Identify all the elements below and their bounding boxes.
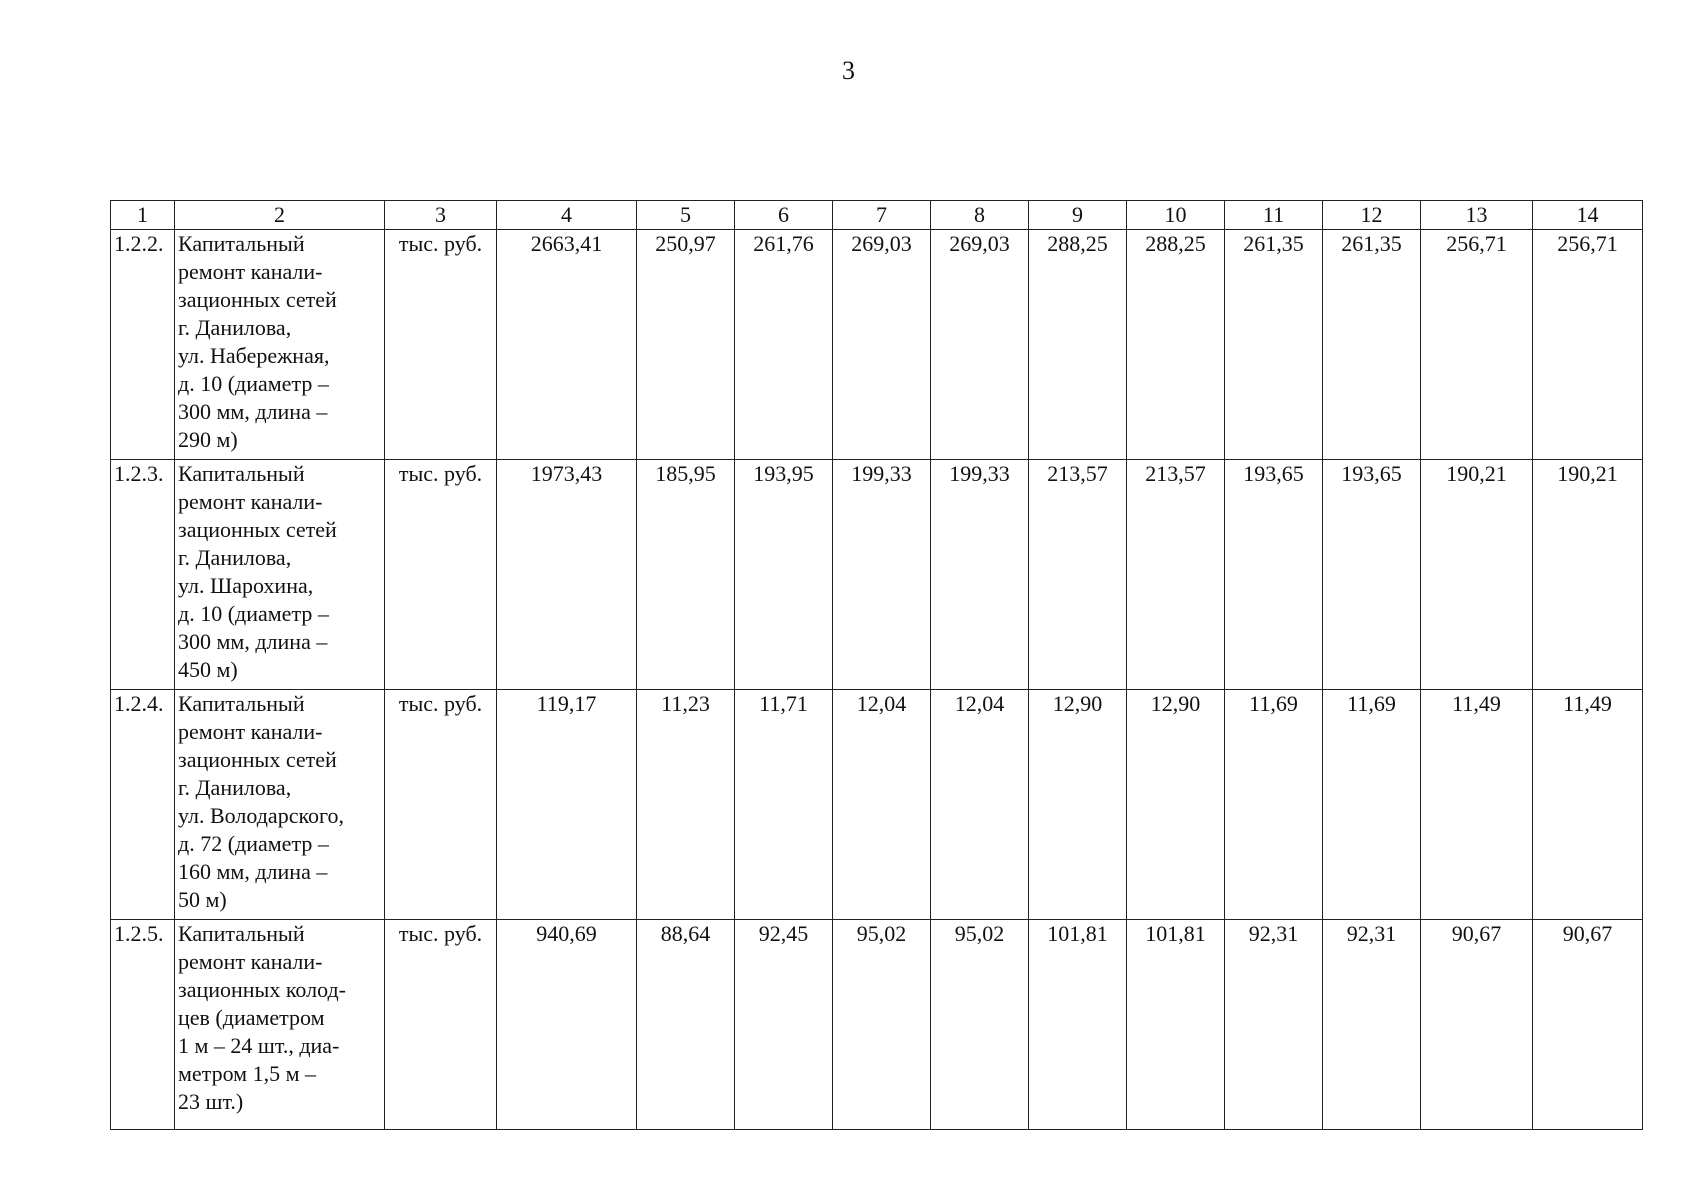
- row-value: 190,21: [1533, 460, 1643, 690]
- row-name: [175, 460, 385, 690]
- row-value: 12,90: [1127, 690, 1225, 920]
- row-unit: тыс. руб.: [385, 920, 497, 1130]
- column-header: 10: [1127, 201, 1225, 230]
- column-header: 9: [1029, 201, 1127, 230]
- row-value: 199,33: [833, 460, 931, 690]
- column-header: 8: [931, 201, 1029, 230]
- row-name-line: Капитальный: [178, 231, 305, 256]
- row-name: [175, 920, 385, 1130]
- column-header: 3: [385, 201, 497, 230]
- row-value: 119,17: [497, 690, 637, 920]
- row-value: 288,25: [1127, 230, 1225, 460]
- row-value: 95,02: [833, 920, 931, 1130]
- row-name-line: ремонт канали-: [178, 719, 323, 744]
- row-value: 2663,41: [497, 230, 637, 460]
- row-value: 256,71: [1421, 230, 1533, 460]
- row-name-line: зационных сетей: [178, 517, 337, 542]
- row-value: 288,25: [1029, 230, 1127, 460]
- row-name-line: зационных сетей: [178, 747, 337, 772]
- row-name-line: 160 мм, длина –: [178, 859, 328, 884]
- row-value: 90,67: [1533, 920, 1643, 1130]
- row-name-line: г. Данилова,: [178, 315, 292, 340]
- column-header: 11: [1225, 201, 1323, 230]
- row-name: [175, 690, 385, 920]
- row-value: 261,76: [735, 230, 833, 460]
- row-value: 11,49: [1421, 690, 1533, 920]
- row-value: 90,67: [1421, 920, 1533, 1130]
- table-row: [111, 460, 1643, 690]
- row-unit: тыс. руб.: [385, 460, 497, 690]
- row-value: 11,23: [637, 690, 735, 920]
- row-code: 1.2.5.: [111, 920, 175, 1130]
- row-value: 92,31: [1225, 920, 1323, 1130]
- row-unit: тыс. руб.: [385, 690, 497, 920]
- column-header: 4: [497, 201, 637, 230]
- row-value: 92,31: [1323, 920, 1421, 1130]
- row-value: 12,04: [833, 690, 931, 920]
- row-value: 11,69: [1323, 690, 1421, 920]
- budget-table: [110, 200, 1643, 1130]
- table-header-row: [111, 201, 1643, 230]
- row-name-line: Капитальный: [178, 461, 305, 486]
- column-header: 13: [1421, 201, 1533, 230]
- column-header: 14: [1533, 201, 1643, 230]
- row-value: 185,95: [637, 460, 735, 690]
- row-name-line: г. Данилова,: [178, 545, 292, 570]
- row-value: 190,21: [1421, 460, 1533, 690]
- row-value: 12,90: [1029, 690, 1127, 920]
- row-name-line: 1 м – 24 шт., диа-: [178, 1033, 340, 1058]
- row-value: 940,69: [497, 920, 637, 1130]
- row-code: 1.2.3.: [111, 460, 175, 690]
- column-header: 2: [175, 201, 385, 230]
- row-value: 261,35: [1225, 230, 1323, 460]
- row-name-line: ремонт канали-: [178, 259, 323, 284]
- row-name-line: ремонт канали-: [178, 489, 323, 514]
- row-value: 101,81: [1127, 920, 1225, 1130]
- column-header: 5: [637, 201, 735, 230]
- row-name-line: 450 м): [178, 657, 238, 682]
- row-value: 11,49: [1533, 690, 1643, 920]
- page-number: 3: [842, 56, 855, 85]
- row-value: 269,03: [833, 230, 931, 460]
- row-name-line: зационных колод-: [178, 977, 346, 1002]
- row-value: 213,57: [1127, 460, 1225, 690]
- row-value: 95,02: [931, 920, 1029, 1130]
- row-name-line: ул. Набережная,: [178, 343, 330, 368]
- row-value: 269,03: [931, 230, 1029, 460]
- row-value: 213,57: [1029, 460, 1127, 690]
- row-name-line: д. 72 (диаметр –: [178, 831, 329, 856]
- row-value: 193,95: [735, 460, 833, 690]
- row-name-line: д. 10 (диаметр –: [178, 601, 329, 626]
- row-value: 101,81: [1029, 920, 1127, 1130]
- row-code: 1.2.2.: [111, 230, 175, 460]
- row-name-line: метром 1,5 м –: [178, 1061, 316, 1086]
- row-name-line: 290 м): [178, 427, 238, 452]
- row-name-line: г. Данилова,: [178, 775, 292, 800]
- column-header: 1: [111, 201, 175, 230]
- column-header: 12: [1323, 201, 1421, 230]
- row-name-line: Капитальный: [178, 921, 305, 946]
- row-name-line: ул. Шарохина,: [178, 573, 314, 598]
- row-name-line: д. 10 (диаметр –: [178, 371, 329, 396]
- table-row: [111, 920, 1643, 1130]
- row-value: 12,04: [931, 690, 1029, 920]
- row-name: [175, 230, 385, 460]
- row-name-line: 300 мм, длина –: [178, 399, 328, 424]
- row-code: 1.2.4.: [111, 690, 175, 920]
- column-header: 6: [735, 201, 833, 230]
- row-value: 11,69: [1225, 690, 1323, 920]
- row-value: 11,71: [735, 690, 833, 920]
- row-name-line: 50 м): [178, 887, 227, 912]
- table-row: [111, 690, 1643, 920]
- row-value: 88,64: [637, 920, 735, 1130]
- table-row: [111, 230, 1643, 460]
- row-name-line: 300 мм, длина –: [178, 629, 328, 654]
- column-header: 7: [833, 201, 931, 230]
- row-value: 193,65: [1225, 460, 1323, 690]
- row-unit: тыс. руб.: [385, 230, 497, 460]
- row-value: 92,45: [735, 920, 833, 1130]
- row-name-line: цев (диаметром: [178, 1005, 325, 1030]
- row-value: 199,33: [931, 460, 1029, 690]
- row-value: 250,97: [637, 230, 735, 460]
- row-value: 261,35: [1323, 230, 1421, 460]
- row-value: 193,65: [1323, 460, 1421, 690]
- row-name-line: ремонт канали-: [178, 949, 323, 974]
- row-value: 256,71: [1533, 230, 1643, 460]
- row-name-line: зационных сетей: [178, 287, 337, 312]
- row-name-line: ул. Володарского,: [178, 803, 345, 828]
- row-value: 1973,43: [497, 460, 637, 690]
- row-name-line: 23 шт.): [178, 1089, 244, 1114]
- row-name-line: Капитальный: [178, 691, 305, 716]
